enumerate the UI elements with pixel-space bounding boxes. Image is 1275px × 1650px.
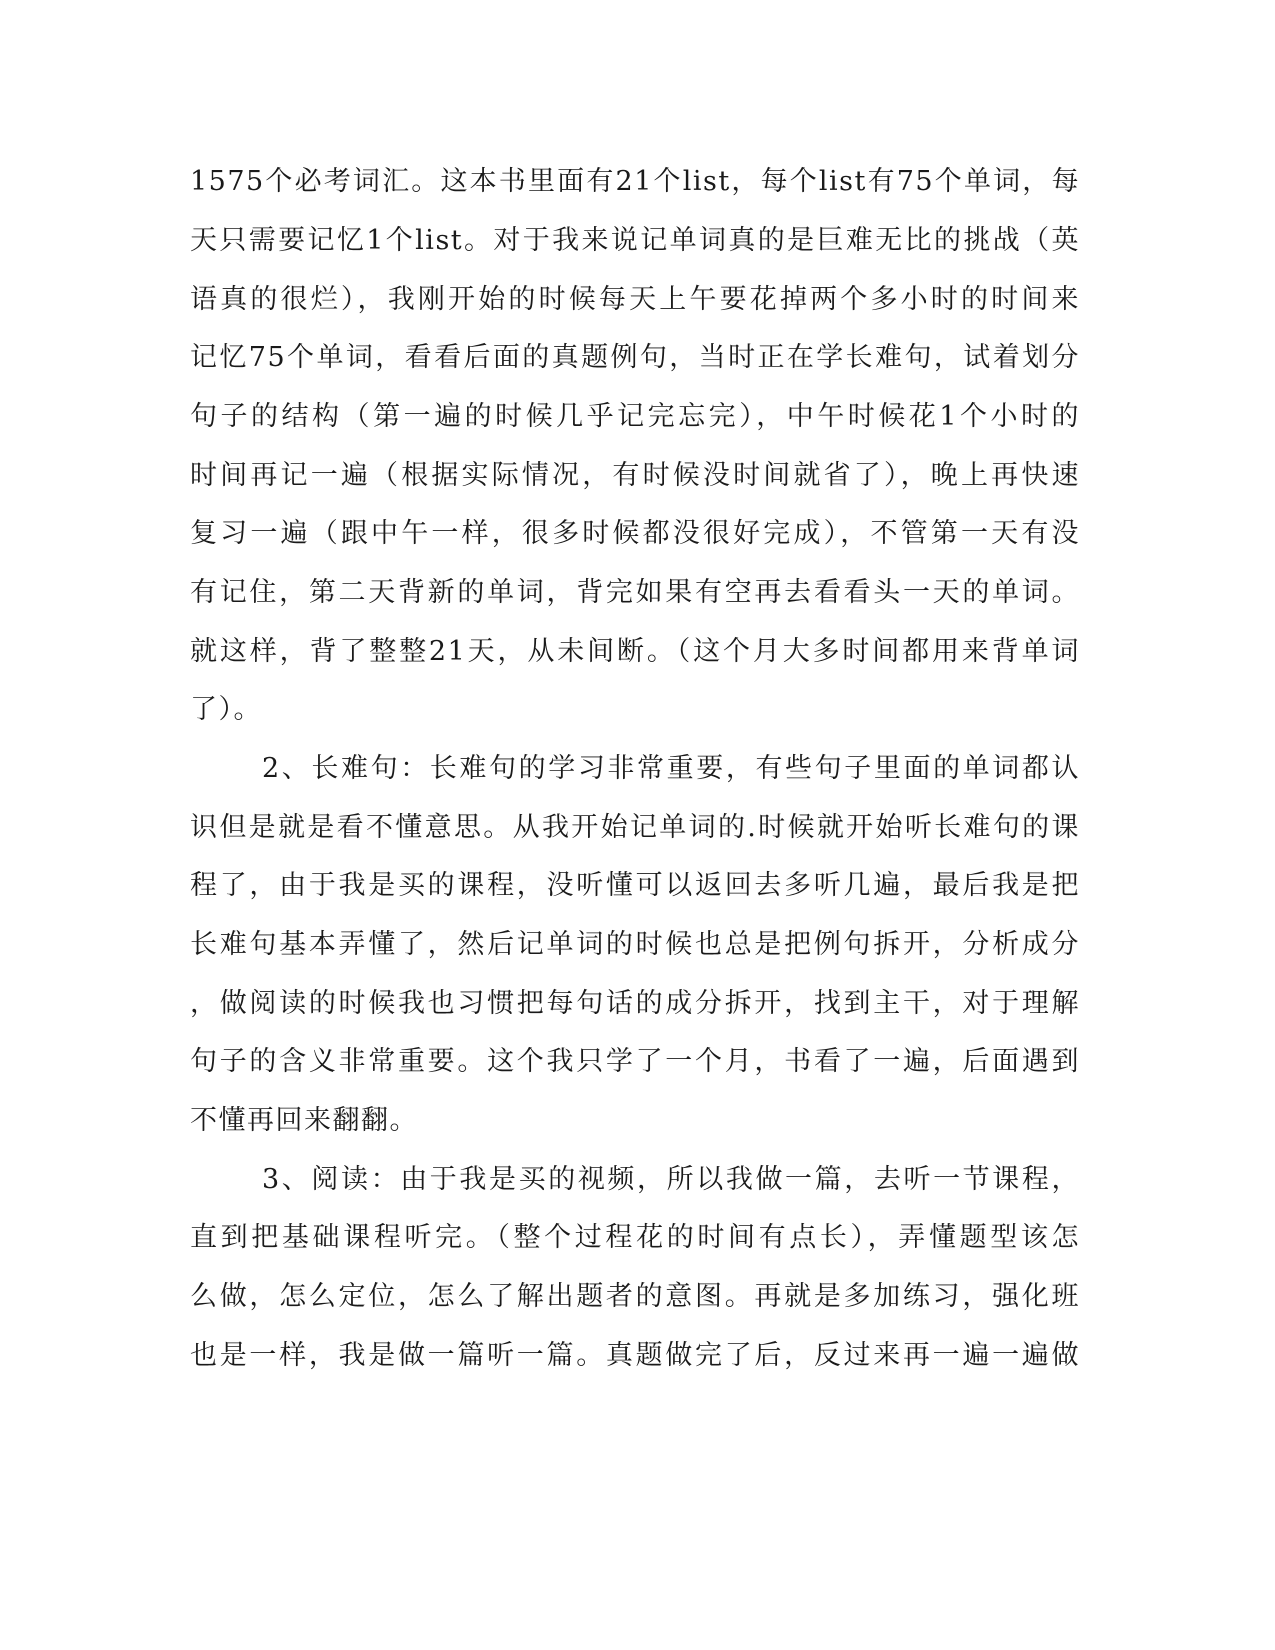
text-line: 了）。	[190, 694, 262, 725]
text-line: 识但是就是看不懂意思。从我开始记单词的.时候就开始听长难句的课	[190, 812, 1080, 843]
text-line: 程了，由于我是买的课程，没听懂可以返回去多听几遍，最后我是把	[190, 870, 1080, 901]
text-line: 长难句基本弄懂了，然后记单词的时候也总是把例句拆开，分析成分	[190, 929, 1080, 960]
text-line: 也是一样，我是做一篇听一篇。真题做完了后，反过来再一遍一遍做	[190, 1340, 1080, 1371]
text-line: 就这样，背了整整21天，从未间断。（这个月大多时间都用来背单词	[190, 636, 1080, 667]
text-line: 记忆75个单词，看看后面的真题例句，当时正在学长难句，试着划分	[190, 342, 1080, 373]
text-line: 么做，怎么定位，怎么了解出题者的意图。再就是多加练习，强化班	[190, 1281, 1080, 1312]
text-line: 1575个必考词汇。这本书里面有21个list，每个list有75个单词，每	[190, 166, 1080, 197]
text-line: 句子的含义非常重要。这个我只学了一个月，书看了一遍，后面遇到	[190, 1046, 1080, 1077]
text-line: 直到把基础课程听完。（整个过程花的时间有点长），弄懂题型该怎	[190, 1222, 1080, 1253]
text-line: 复习一遍（跟中午一样，很多时候都没很好完成），不管第一天有没	[190, 518, 1080, 549]
text-line: 2、长难句：长难句的学习非常重要，有些句子里面的单词都认	[262, 753, 1080, 784]
text-line: 3、阅读：由于我是买的视频，所以我做一篇，去听一节课程，	[262, 1164, 1080, 1195]
text-line: 天只需要记忆1个list。对于我来说记单词真的是巨难无比的挑战（英	[190, 225, 1080, 256]
text-line: 句子的结构（第一遍的时候几乎记完忘完），中午时候花1个小时的	[190, 401, 1080, 432]
text-line: ，做阅读的时候我也习惯把每句话的成分拆开，找到主干，对于理解	[190, 988, 1080, 1019]
text-line: 有记住，第二天背新的单词，背完如果有空再去看看头一天的单词。	[190, 577, 1080, 608]
text-line: 语真的很烂），我刚开始的时候每天上午要花掉两个多小时的时间来	[190, 284, 1080, 315]
text-line: 时间再记一遍（根据实际情况，有时候没时间就省了），晚上再快速	[190, 460, 1080, 491]
text-line: 不懂再回来翻翻。	[190, 1105, 418, 1136]
